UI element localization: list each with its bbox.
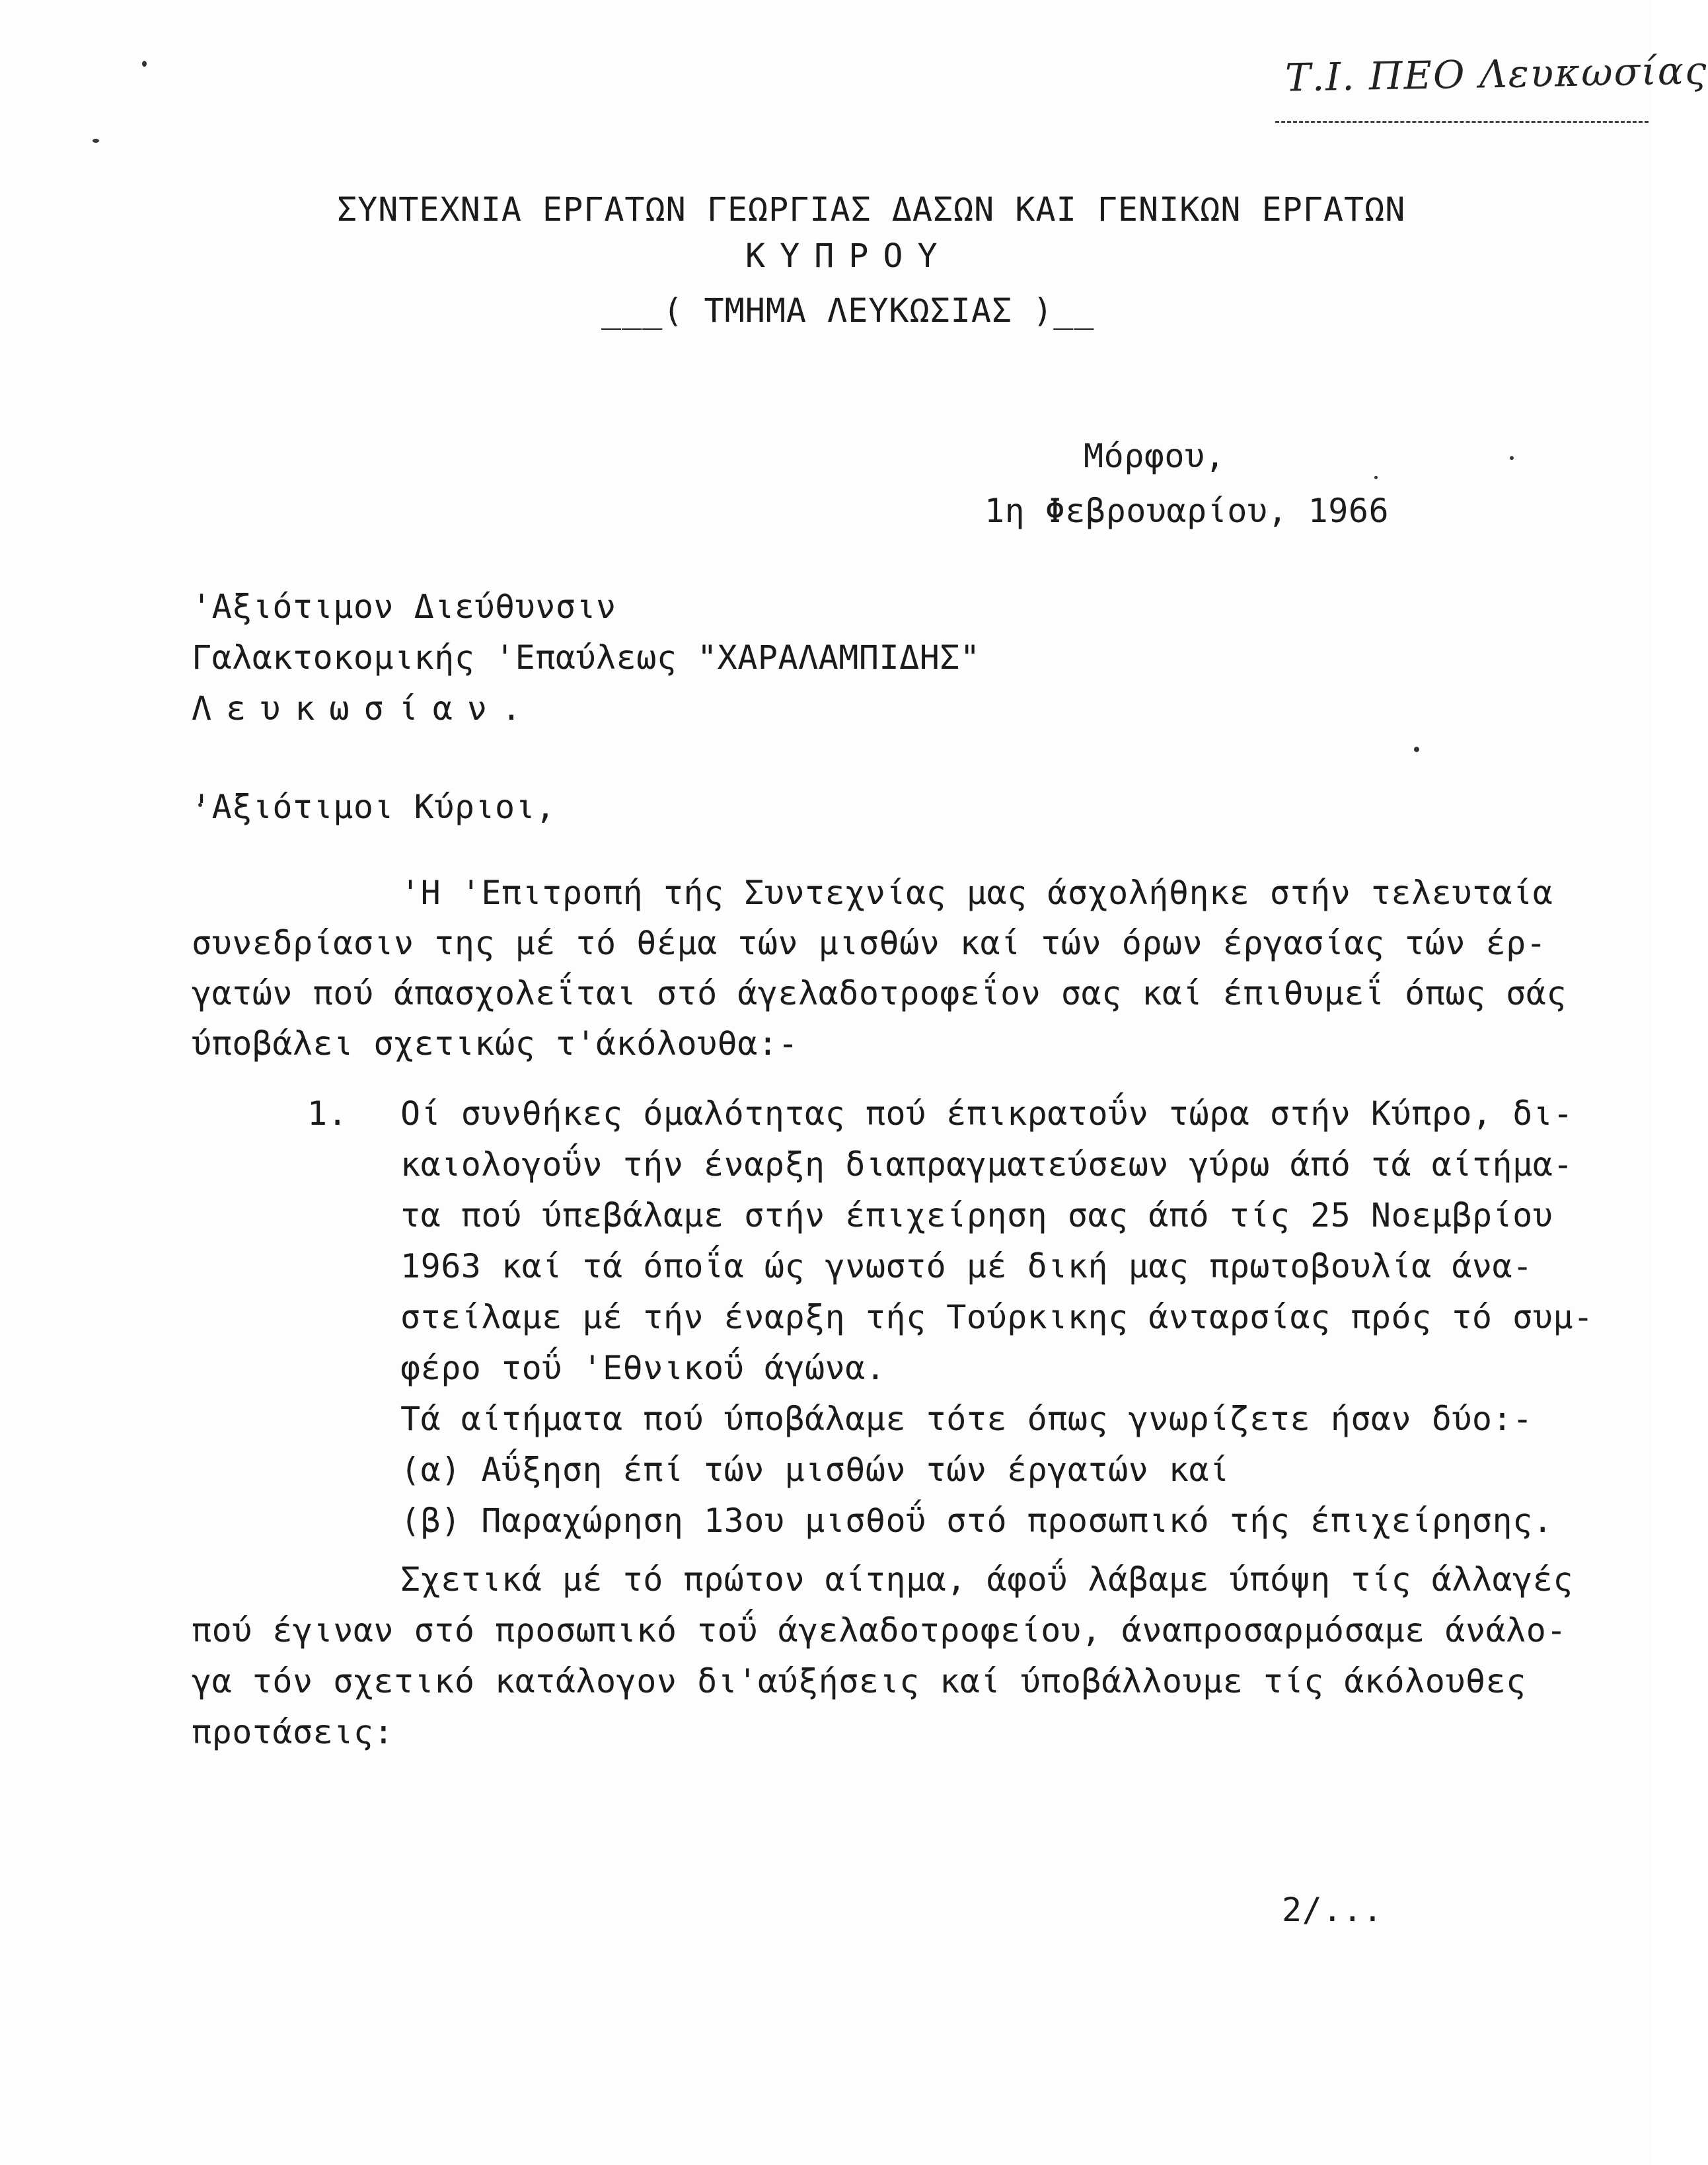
scan-speck	[93, 139, 99, 143]
para1-line-3: γατών πού άπασχολεΐται στό άγελαδοτροφεΐον σας καί έπιθυμεΐ όπως σάς	[192, 974, 1567, 1012]
item-number: 1.	[307, 1094, 348, 1133]
item1-line-3: τα πού ύπεβάλαμε στήν έπιχείρηση σας άπό τίς 25 Νοεμβρίου	[400, 1196, 1553, 1234]
para2-line-3: γα τόν σχετικό κατάλογον δι'αύξήσεις καί ύποβάλλουμε τίς άκόλουθες	[192, 1662, 1526, 1700]
para1-line-1: 'Η 'Επιτροπή τής Συντεχνίας μας άσχολήθηκε στήν τελευταία	[400, 874, 1553, 912]
annotation-underline	[1275, 121, 1649, 123]
letterhead-line-2: ΚΥΠΡΟΥ	[745, 237, 952, 275]
letterhead-line-3: ___( ΤΜΗΜΑ ΛΕΥΚΩΣΙΑΣ )__	[601, 291, 1095, 330]
scan-speck	[1510, 456, 1514, 460]
scan-speck	[1414, 747, 1419, 752]
addressee-line-3: Λευκωσίαν.	[192, 689, 537, 728]
addressee-line-2: Γαλακτοκομικής 'Επαύλεως "ΧΑΡΑΛΑΜΠΙΔΗΣ"	[192, 638, 981, 677]
scan-speck	[1374, 476, 1378, 479]
handwritten-annotation: Τ.Ι. ΠΕΟ Λευκωσίας	[1284, 48, 1708, 100]
addressee-line-1: 'Αξιότιμον Διεύθυνσιν	[192, 588, 616, 626]
para2-line-2: πού έγιναν στό προσωπικό τοΰ άγελαδοτροφείου, άναπροσαρμόσαμε άνάλο-	[192, 1611, 1567, 1650]
item1-line-7: Τά αίτήματα πού ύποβάλαμε τότε όπως γνωρίζετε ήσαν δύο:-	[400, 1400, 1533, 1438]
item1-line-9: (β) Παραχώρηση 13ου μισθοΰ στό προσωπικό τής έπιχείρησης.	[400, 1501, 1553, 1540]
item1-line-1: Οί συνθήκες όμαλότητας πού έπικρατοΰν τώρα στήν Κύπρο, δι-	[400, 1094, 1573, 1133]
item1-line-8: (α) Αΰξηση έπί τών μισθών τών έργατών καί	[400, 1451, 1230, 1489]
scan-speck	[142, 61, 147, 67]
para1-line-2: συνεδρίασιν της μέ τό θέμα τών μισθών καί τών όρων έργασίας τών έρ-	[192, 924, 1547, 962]
para2-line-1: Σχετικά μέ τό πρώτον αίτημα, άφοΰ λάβαμε ύπόψη τίς άλλαγές	[400, 1560, 1573, 1599]
page-continuation-marker: 2/...	[1282, 1891, 1384, 1929]
date: 1η Φεβρουαρίου, 1966	[984, 492, 1390, 530]
para2-line-4: προτάσεις:	[192, 1713, 394, 1751]
letterhead-line-1: ΣΥΝΤΕΧΝΙΑ ΕΡΓΑΤΩΝ ΓΕΩΡΓΙΑΣ ΔΑΣΩΝ ΚΑΙ ΓΕΝΙΚΩΝ ΕΡΓΑΤΩΝ	[337, 190, 1406, 229]
place: Μόρφου,	[1084, 437, 1226, 475]
item1-line-5: στείλαμε μέ τήν έναρξη τής Τούρκικης άνταρσίας πρός τό συμ-	[400, 1298, 1594, 1336]
item1-line-2: καιολογοΰν τήν έναρξη διαπραγματεύσεων γύρω άπό τά αίτήμα-	[400, 1145, 1573, 1184]
salutation: 'Αξιότιμοι Κύριοι,	[192, 788, 556, 826]
para1-line-4: ύποβάλει σχετικώς τ'άκόλουθα:-	[192, 1024, 799, 1063]
item1-line-6: φέρο τοΰ 'Εθνικοΰ άγώνα.	[400, 1349, 886, 1387]
item1-line-4: 1963 καί τά όποΐα ώς γνωστό μέ δική μας πρωτοβουλία άνα-	[400, 1247, 1533, 1285]
